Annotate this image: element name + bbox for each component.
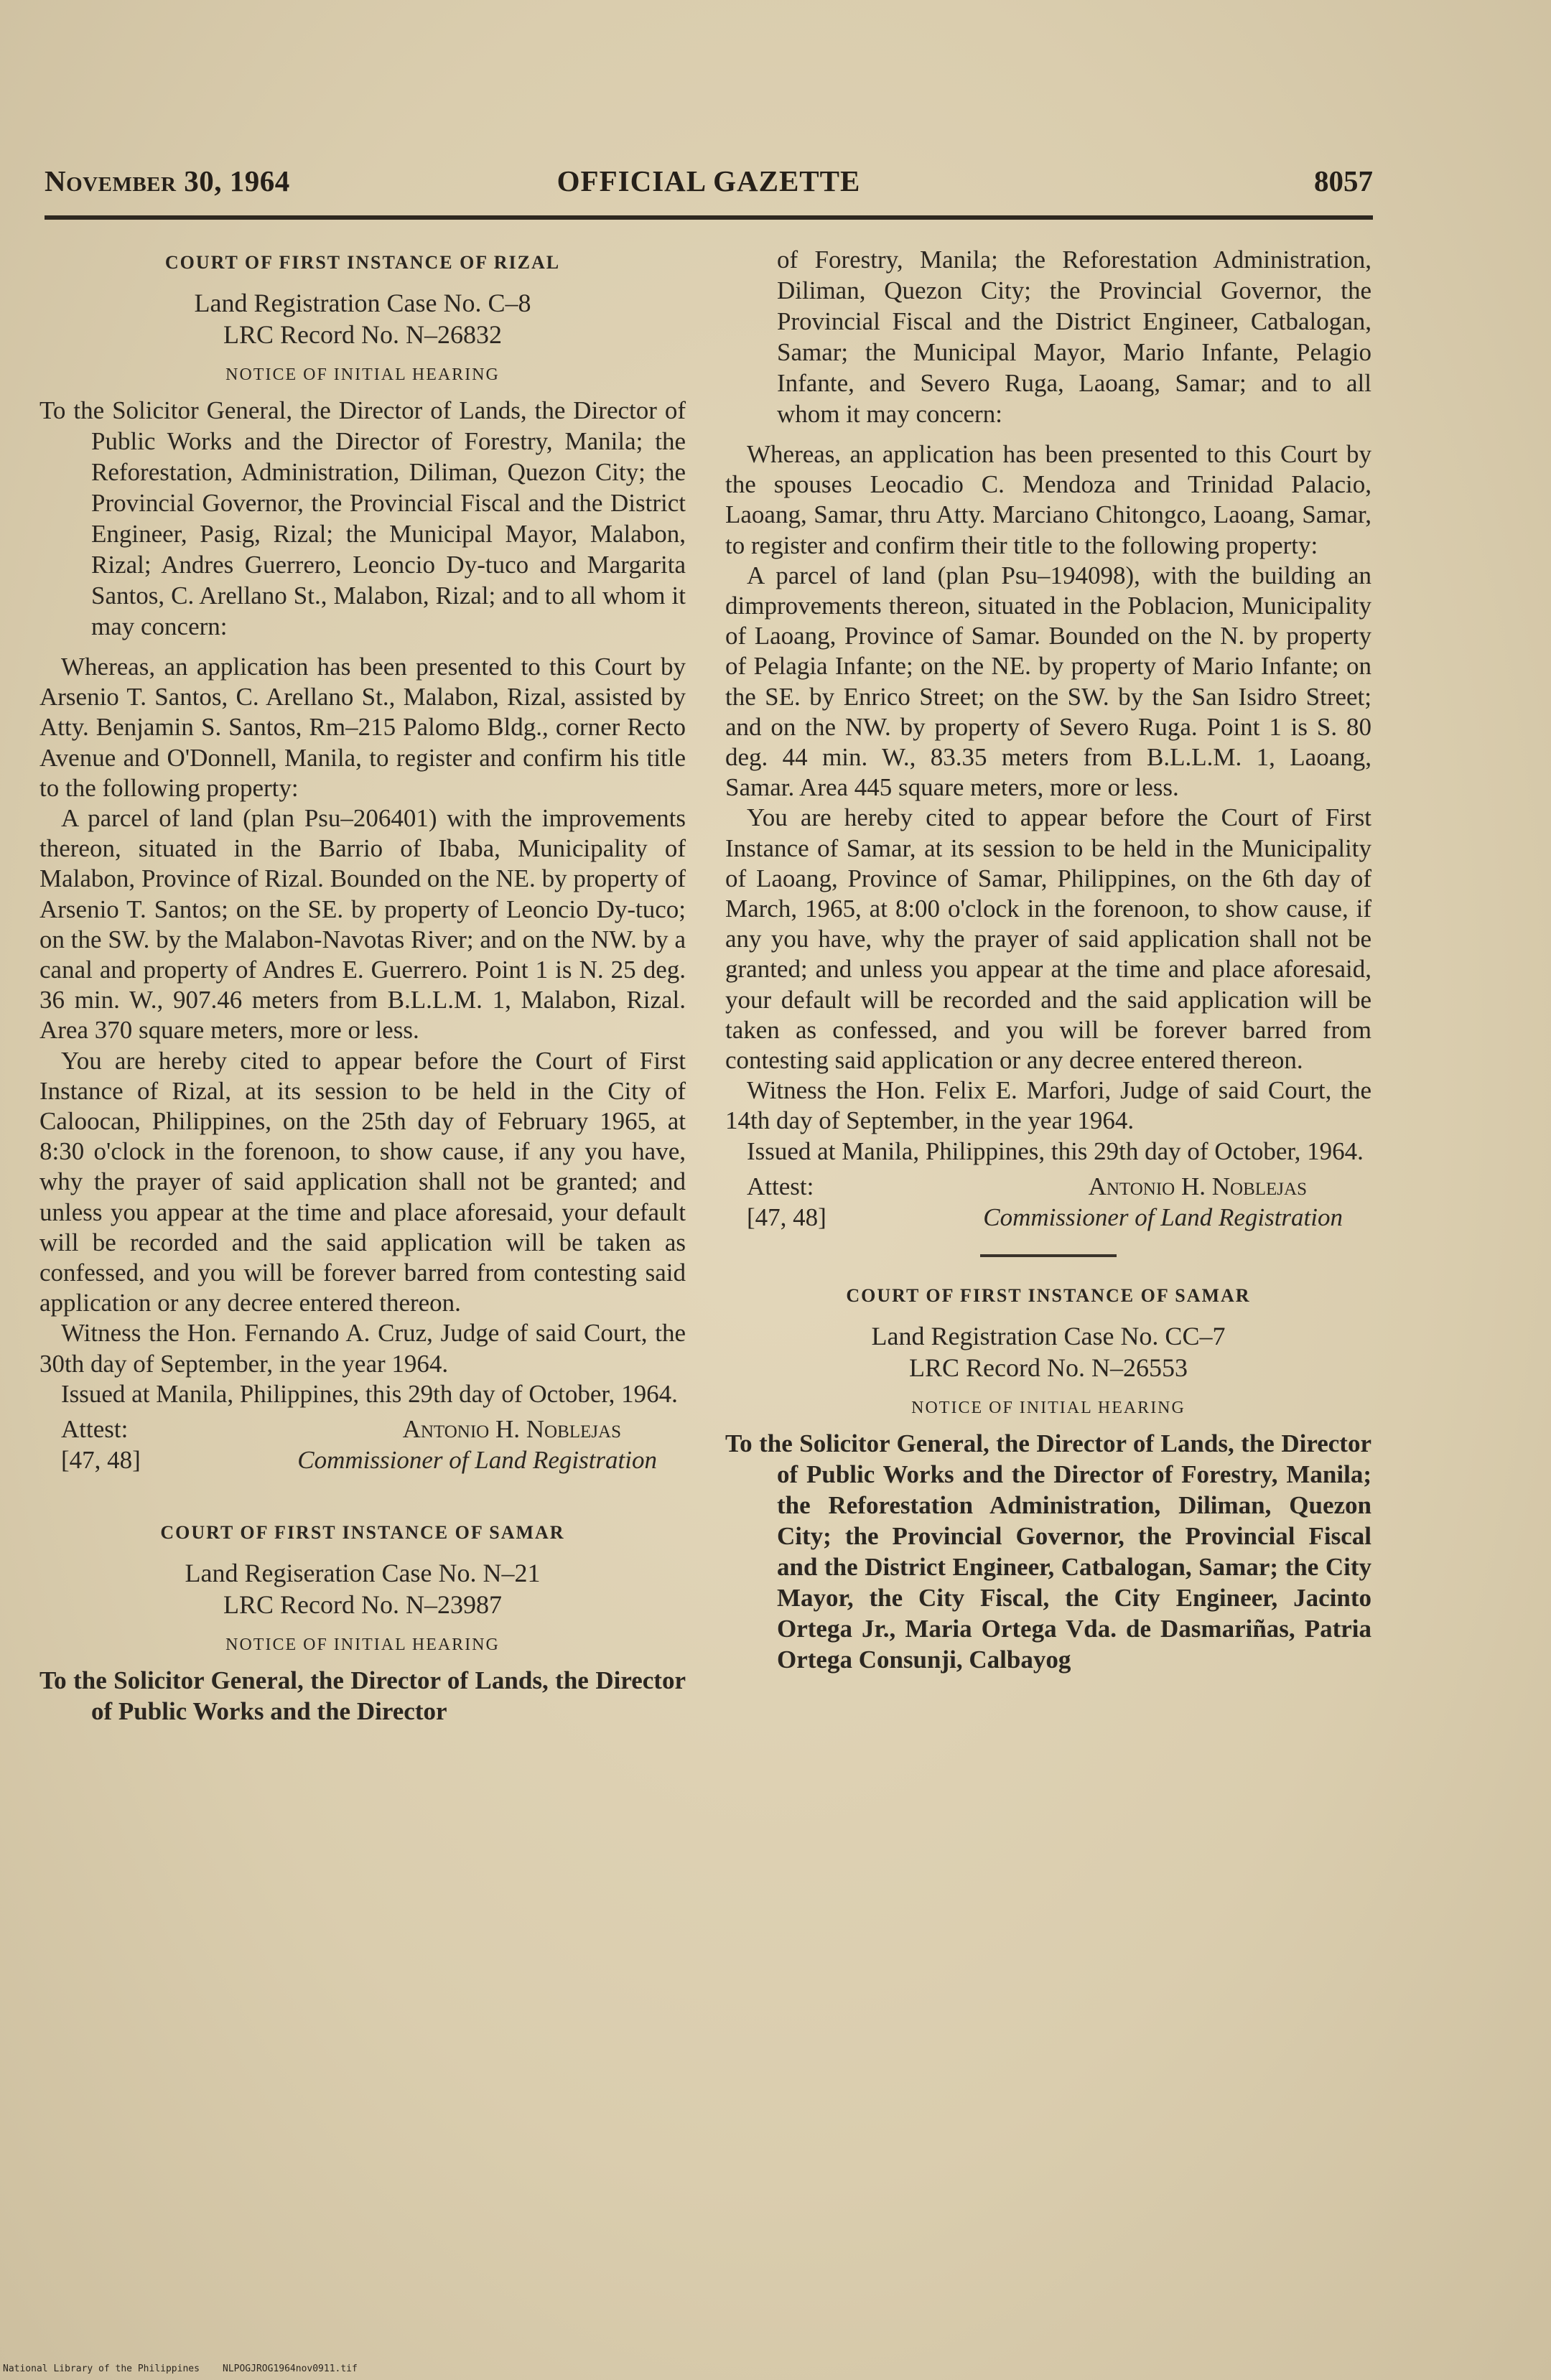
scan-footer (0, 2363, 1551, 2376)
attest-title: Commissioner of Land Registration (297, 1446, 657, 1475)
paragraph-issued: Issued at Manila, Philippines, this 29th day of October, 1964. (747, 1137, 1364, 1165)
notice-rizal-c8 (39, 248, 686, 1475)
section-divider (980, 1254, 1117, 1257)
case-number: Land Regiseration Case No. N–21 (185, 1559, 541, 1588)
paragraph-witness: Witness the Hon. Fernando A. Cruz, Judge of said Court, the 30th day of September, in the year 1964. (39, 1319, 686, 1378)
paragraph-issued: Issued at Manila, Philippines, this 29th day of October, 1964. (61, 1379, 678, 1408)
notice-heading: NOTICE OF INITIAL HEARING (225, 365, 500, 384)
record-number: LRC Record No. N–26553 (909, 1353, 1188, 1382)
addressee-continued: of Forestry, Manila; the Reforestation Administration, Diliman, Quezon City; the Provincial Governor, the Provincial Fiscal and the District Engineer, Catbalogan, Samar; the Municipal Mayor, Mario Infante, Pelagio Infante, and Severo Ruga, Laoang, Samar; and to all whom it may concern: (777, 246, 1371, 428)
header-rule (45, 215, 1373, 220)
record-number: LRC Record No. N–23987 (223, 1590, 502, 1620)
page-number: 8057 (1314, 164, 1373, 197)
notice-heading: NOTICE OF INITIAL HEARING (225, 1635, 500, 1655)
court-heading: COURT OF FIRST INSTANCE OF SAMAR (160, 1522, 565, 1544)
court-heading: COURT OF FIRST INSTANCE OF RIZAL (164, 252, 561, 273)
addressee: To the Solicitor General, the Director of Lands, the Director of Public Works and the Director (39, 1666, 686, 1726)
attest-name: Antonio H. Noblejas (402, 1415, 621, 1444)
issue-date: November 30, 1964 (45, 164, 290, 197)
right-column (725, 244, 1371, 1685)
page-header (45, 159, 1373, 202)
paragraph-application: Whereas, an application has been presented to this Court by Arsenio T. Santos, C. Arellano St., Malabon, Rizal, assisted by Atty. Benjamin S. Santos, Rm–215 Palomo Bldg., corner Recto Avenue and O'Donnell, Manila, to register and confirm his title to the following property: (39, 653, 686, 802)
paragraph-property: A parcel of land (plan Psu–206401) with the improvements thereon, situated in the Barrio of Ibaba, Municipality of Malabon, Province of Rizal. Bounded on the NE. by property of Arsenio T. Santos; on the SE. by property of Leoncio Dy-tuco; on the SW. by the Malabon-Navotas River; and on the NW. by a canal and property of Andres E. Guerrero. Point 1 is N. 25 deg. 36 min. W., 907.46 meters from B.L.L.M. 1, Malabon, Rizal. Area 370 square meters, more or less. (39, 804, 686, 1045)
attestation (39, 1414, 686, 1475)
library-credit: National Library of the Philippines (3, 2363, 200, 2374)
paragraph-application: Whereas, an application has been presented to this Court by the spouses Leocadio C. Mendoza and Trinidad Palacio, Laoang, Samar, thru Atty. Marciano Chitongco, Laoang, Samar, to register and confirm their title to the following property: (725, 440, 1371, 559)
reference-number: [47, 48] (61, 1446, 141, 1475)
reference-number: [47, 48] (747, 1203, 826, 1231)
record-number: LRC Record No. N–26832 (223, 320, 502, 349)
paragraph-citation: You are hereby cited to appear before the Court of First Instance of Rizal, at its session to be held in the City of Caloocan, Philippines, on the 25th day of February 1965, at 8:30 o'clock in the forenoon, to show cause, if any you have, why the prayer of said application shall not be granted; and unless you appear at the time and place aforesaid, your default will be recorded and the said application will be taken as confessed, and you will be forever barred from contesting said application or any decree entered thereon. (39, 1046, 686, 1317)
paragraph-property: A parcel of land (plan Psu–194098), with the building an dimprovements thereon, situated in the Poblacion, Municipality of Laoang, Province of Samar. Bounded on the N. by property of Pelagia Infante; on the NE. by property of Mario Infante; on the SE. by Enrico Street; on the SW. by the San Isidro Street; and on the NW. by property of Severo Ruga. Point 1 is S. 80 deg. 44 min. W., 83.35 meters from B.L.L.M. 1, Laoang, Samar. Area 445 square meters, more or less. (725, 561, 1371, 802)
paragraph-citation: You are hereby cited to appear before the Court of First Instance of Samar, at its session to be held in the Municipality of Laoang, Province of Samar, Philippines, on the 6th day of March, 1965, at 8:00 o'clock in the forenoon, to show cause, if any you have, why the prayer of said application shall not be granted; and unless you appear at the time and place aforesaid, your default will be recorded and the said application will be taken as confessed, and you will be forever barred from contesting said application or any decree entered thereon. (725, 803, 1371, 1075)
notice-samar-n21 (39, 1518, 686, 1727)
attestation (725, 1171, 1371, 1233)
scan-filename: NLPOGJROG1964nov0911.tif (223, 2363, 358, 2374)
addressee: To the Solicitor General, the Director of Lands, the Director of Public Works and the Director of Forestry, Manila; the Reforestation, Administration, Diliman, Quezon City; the Provincial Governor, the Provincial Fiscal and the District Engineer, Pasig, Rizal; the Municipal Mayor, Malabon, Rizal; Andres Guerrero, Leoncio Dy-tuco and Margarita Santos, C. Arellano St., Malabon, Rizal; and to all whom it may concern: (39, 396, 686, 640)
notice-samar-n21-continued (725, 244, 1371, 1233)
court-heading: COURT OF FIRST INSTANCE OF SAMAR (846, 1284, 1251, 1306)
case-number: Land Registration Case No. C–8 (194, 289, 531, 317)
attest-label: Attest: (61, 1415, 129, 1444)
paragraph-witness: Witness the Hon. Felix E. Marfori, Judge of said Court, the 14th day of September, in the year 1964. (725, 1076, 1371, 1135)
notice-samar-cc7 (725, 1282, 1371, 1675)
notice-heading: NOTICE OF INITIAL HEARING (911, 1398, 1186, 1417)
attest-label: Attest: (747, 1172, 814, 1200)
attest-name: Antonio H. Noblejas (1088, 1172, 1307, 1200)
case-number: Land Registration Case No. CC–7 (871, 1321, 1226, 1350)
left-column (39, 244, 686, 1737)
publication-title: OFFICIAL GAZETTE (556, 164, 861, 197)
attest-title: Commissioner of Land Registration (983, 1203, 1343, 1231)
addressee: To the Solicitor General, the Director of Lands, the Director of Public Works and the Director of Forestry, Manila; the Reforestation Administration, Diliman, Quezon City; the Provincial Governor, the Provincial Fiscal and the District Engineer, Catbalogan, Samar; the City Mayor, the City Fiscal, the City Engineer, Jacinto Ortega Jr., Maria Ortega Vda. de Dasmariñas, Patria Ortega Consunji, Calbayog (725, 1429, 1371, 1674)
